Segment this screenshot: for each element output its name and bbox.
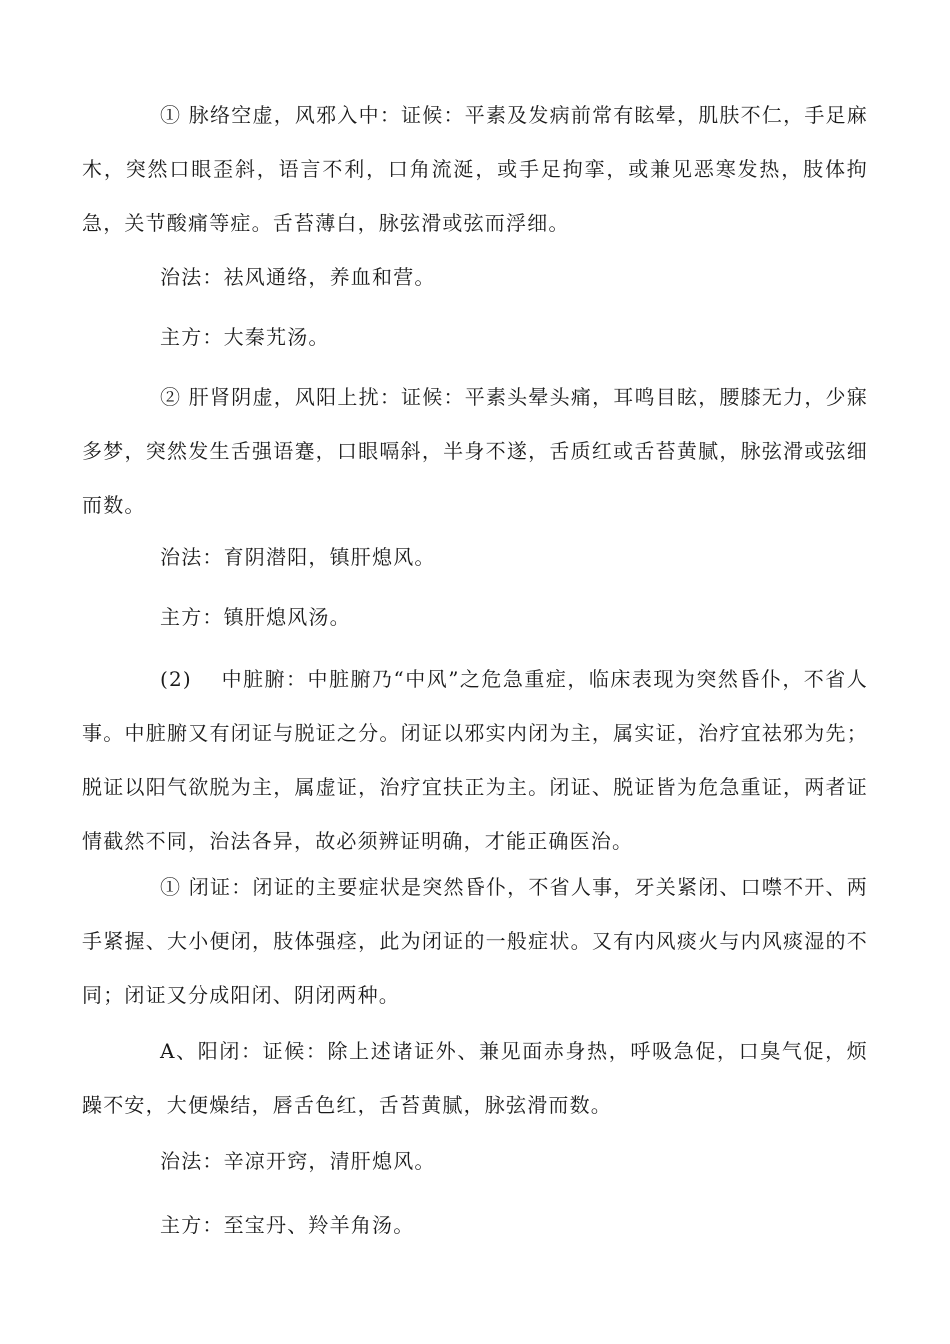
paragraph-closed-syndrome: ① 闭证：闭证的主要症状是突然昏仆，不省人事，牙关紧闭、口噤不开、两手紧握、大小便闭，肢体强痉，此为闭证的一般症状。又有内风痰火与内风痰湿的不同；闭证又分成阳闭、阴闭两种。 — [82, 875, 868, 1007]
paragraph-treatment-2: 治法：育阴潜阳，镇肝熄风。 — [160, 545, 436, 569]
paragraph-yang-closed: A、阳闭：证候：除上述诸证外、兼见面赤身热，呼吸急促，口臭气促，烦躁不安，大便燥结，唇舌色红，舌苔黄腻，脉弦滑而数。 — [82, 1039, 868, 1117]
paragraph-syndrome-1: ① 脉络空虚，风邪入中：证候：平素及发病前常有眩晕，肌肤不仁，手足麻木，突然口眼歪斜，语言不利，口角流涎，或手足拘挛，或兼见恶寒发热，肢体拘急，关节酸痛等症。舌苔薄白，脉弦滑或弦而浮细。 — [82, 103, 868, 235]
paragraph-formula-1: 主方：大秦艽汤。 — [160, 325, 330, 349]
paragraph-treatment-1: 治法：祛风通络，养血和营。 — [160, 265, 436, 289]
paragraph-formula-2: 主方：镇肝熄风汤。 — [160, 605, 351, 629]
paragraph-zang-fu-section: (2) 中脏腑：中脏腑乃“中风”之危急重症，临床表现为突然昏仆，不省人事。中脏腑又有闭证与脱证之分。闭证以邪实内闭为主，属实证，治疗宜祛邪为先；脱证以阳气欲脱为主，属虚证，治疗宜扶正为主。闭证、脱证皆为危急重证，两者证情截然不同，治法各异，故必须辨证明确，才能正确医治。 — [82, 667, 868, 853]
paragraph-treatment-3: 治法：辛凉开窍，清肝熄风。 — [160, 1149, 436, 1173]
paragraph-syndrome-2: ② 肝肾阴虚，风阳上扰：证候：平素头晕头痛，耳鸣目眩，腰膝无力，少寐多梦，突然发生舌强语蹇，口眼嗝斜，半身不遂，舌质红或舌苔黄腻，脉弦滑或弦细而数。 — [82, 385, 868, 517]
paragraph-formula-3: 主方：至宝丹、羚羊角汤。 — [160, 1213, 415, 1237]
